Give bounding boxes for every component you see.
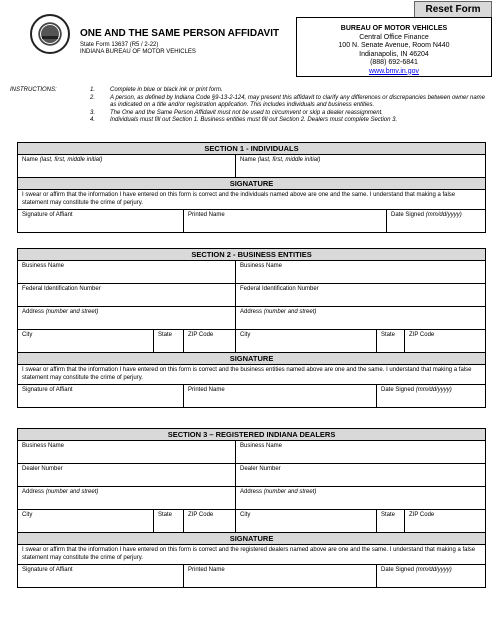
form-number: State Form 13637 (R5 / 2-22) (80, 42, 159, 48)
federal-id-1-field[interactable]: Federal Identification Number (18, 284, 236, 307)
signature-heading: SIGNATURE (18, 178, 486, 190)
individual-name-1-field[interactable]: Name (last, first, middle initial) (18, 155, 236, 178)
signature-heading: SIGNATURE (18, 353, 486, 365)
dealer-zip-1-field[interactable]: ZIP Code (184, 510, 236, 533)
date-signed-field[interactable]: Date Signed (mm/dd/yyyy) (387, 210, 486, 233)
state-1-field[interactable]: State (154, 330, 184, 353)
bmv-dept: Central Office Finance (359, 33, 429, 41)
state-2-field[interactable]: State (377, 330, 405, 353)
date-signed-field[interactable]: Date Signed (mm/dd/yyyy) (377, 565, 486, 588)
seal-graphic (32, 16, 68, 52)
indiana-state-seal (30, 14, 70, 54)
bmv-city: Indianapolis, IN 46204 (359, 50, 429, 58)
dealer-number-2-field[interactable]: Dealer Number (236, 464, 486, 487)
reset-form-button[interactable]: Reset Form (414, 1, 492, 18)
section-2-heading: SECTION 2 - BUSINESS ENTITIES (18, 249, 486, 261)
section-1-heading: SECTION 1 - INDIVIDUALS (18, 143, 486, 155)
bmv-phone: (888) 692-6841 (370, 59, 418, 66)
zip-2-field[interactable]: ZIP Code (405, 330, 486, 353)
bmv-name: BUREAU OF MOTOR VEHICLES (340, 25, 448, 32)
signature-of-affiant-field[interactable]: Signature of Affiant (18, 565, 184, 588)
dealer-state-2-field[interactable]: State (377, 510, 405, 533)
agency-name: INDIANA BUREAU OF MOTOR VEHICLES (80, 49, 196, 55)
instruction-item: 1. Complete in blue or black ink or print form. (90, 87, 223, 93)
dealer-number-1-field[interactable]: Dealer Number (18, 464, 236, 487)
bmv-website-link[interactable]: www.bmv.in.gov (368, 67, 420, 75)
dealer-city-1-field[interactable]: City (18, 510, 154, 533)
printed-name-field[interactable]: Printed Name (184, 210, 387, 233)
section-3-heading: SECTION 3 – REGISTERED INDIANA DEALERS (18, 429, 486, 441)
instructions-list (90, 87, 485, 125)
dealer-city-2-field[interactable]: City (236, 510, 377, 533)
section-3-table (17, 428, 486, 588)
dealer-zip-2-field[interactable]: ZIP Code (405, 510, 486, 533)
address-1-field[interactable]: Address (number and street) (18, 307, 236, 330)
form-meta (80, 42, 196, 56)
section-2-oath: I swear or affirm that the information I have entered on this form is correct and the business entities named above are one and the same. I understand that making a false statement may constitute the crime of perjury. (18, 365, 486, 385)
bmv-address: 100 N. Senate Avenue, Room N440 (338, 42, 450, 49)
dealer-state-1-field[interactable]: State (154, 510, 184, 533)
date-signed-field[interactable]: Date Signed (mm/dd/yyyy) (377, 385, 486, 408)
bmv-address-box (296, 17, 492, 77)
address-2-field[interactable]: Address (number and street) (236, 307, 486, 330)
individual-name-2-field[interactable]: Name (last, first, middle initial) (236, 155, 486, 178)
dealer-business-name-1-field[interactable]: Business Name (18, 441, 236, 464)
section-3-oath: I swear or affirm that the information I have entered on this form is correct and the registered dealers named above are one and the same. I understand that making a false statement may constitute the crime of perjury. (18, 545, 486, 565)
instruction-item: 3. The One and the Same Person Affidavit must not be used to circumvent or skip a dealer reassignment. (90, 109, 383, 116)
city-2-field[interactable]: City (236, 330, 377, 353)
business-name-1-field[interactable]: Business Name (18, 261, 236, 284)
signature-of-affiant-field[interactable]: Signature of Affiant (18, 385, 184, 408)
city-1-field[interactable]: City (18, 330, 154, 353)
federal-id-2-field[interactable]: Federal Identification Number (236, 284, 486, 307)
instruction-item: 2. A person, as defined by Indiana Code §9-13-2-124, may present this affidavit to clarify any differences or discrepancies between owner name as indicated on a title and/or registration application. This includes individuals and business entities. (90, 94, 485, 108)
instruction-item: 4. Individuals must fill out Section 1. Business entities must fill out Section 2. Dealers must complete Section 3. (90, 117, 398, 123)
business-name-2-field[interactable]: Business Name (236, 261, 486, 284)
section-1-oath: I swear or affirm that the information I have entered on this form is correct and the individuals named above are one and the same. I understand that making a false statement may constitute the crime of perjury. (18, 190, 486, 210)
instructions-label: INSTRUCTIONS: (10, 87, 57, 93)
signature-heading: SIGNATURE (18, 533, 486, 545)
dealer-address-1-field[interactable]: Address (number and street) (18, 487, 236, 510)
printed-name-field[interactable]: Printed Name (184, 565, 377, 588)
section-2-table (17, 248, 486, 408)
section-1-table (17, 142, 486, 233)
dealer-address-2-field[interactable]: Address (number and street) (236, 487, 486, 510)
printed-name-field[interactable]: Printed Name (184, 385, 377, 408)
form-title: ONE AND THE SAME PERSON AFFIDAVIT (80, 28, 280, 39)
dealer-business-name-2-field[interactable]: Business Name (236, 441, 486, 464)
zip-1-field[interactable]: ZIP Code (184, 330, 236, 353)
signature-of-affiant-field[interactable]: Signature of Affiant (18, 210, 184, 233)
